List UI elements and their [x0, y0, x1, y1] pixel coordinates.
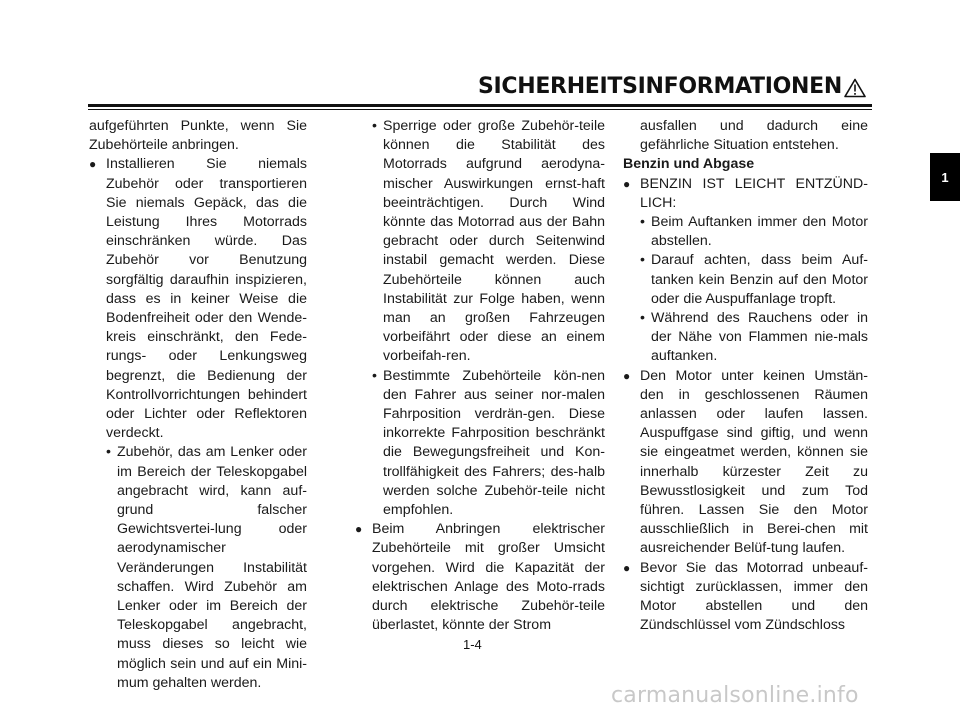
sub-bullet-bulky: • Sperrige oder große Zubehör-teile können die Stabilität des Motorrads aufgrund aerodyna-mischer Auswirkungen ernst-haft beeinträchtigen. Durch Wind könnte das Motorrad aus der Bahn gebracht oder durch Seitenwind instabil gemacht werden. Diese Zubehörteile können auch Instabilität zur Folge haben, wenn man an großen Fahrzeugen vorbeifährt oder diese an einem vorbeifah-ren. [355, 117, 605, 367]
watermark: carmanualsonline.info [611, 683, 859, 708]
sub-bullet-handlebar: • Zubehör, das am Lenker oder im Bereich der Teleskopgabel angebracht wird, kann auf-grund falscher Gewichtsvertei-lung oder aerodynamischer Veränderungen Instabilität schaffen. Wird Zubehör am Lenker oder im Bereich der Teleskopgabel angebracht, muss dieses so leicht wie möglich sein und auf ein Mini-mum gehalten werden. [89, 443, 307, 693]
sub-bullet-position: • Bestimmte Zubehörteile kön-nen den Fahrer aus seiner nor-malen Fahrposition verdrän-gen. Diese inkorrekte Fahrposition beschränkt die Bewegungsfreiheit und Kon-trollfähigkeit des Fahrers; des-halb werden solche Zubehör-teile nicht empfohlen. [355, 367, 605, 521]
page-number: 1-4 [463, 637, 482, 652]
bullet-electrical: ● Beim Anbringen elektrischer Zubehörteile mit großer Umsicht vorgehen. Wird die Kapazität der elektrischen Anlage des Moto-rrads durch elektrische Zubehör-teile überlastet, könnte der Strom [355, 520, 605, 635]
warning-triangle-icon [844, 78, 866, 98]
intro-paragraph: aufgeführten Punkte, wenn Sie Zubehörteile anbringen. [89, 118, 307, 154]
column-left [89, 117, 307, 693]
column-middle [355, 117, 605, 635]
sub-bullet-smoking: • Während des Rauchens oder in der Nähe von Flammen nie-mals auftanken. [623, 309, 868, 367]
continued-paragraph: ausfallen und dadurch eine gefährliche Situation entstehen. [640, 118, 868, 154]
header-rule-thin [88, 109, 872, 110]
chapter-tab: 1 [930, 153, 960, 201]
section-heading: Benzin und Abgase [623, 156, 755, 173]
header-rule [88, 104, 872, 107]
column-right [623, 117, 868, 635]
sub-bullet-refuel: • Beim Auftanken immer den Motor abstellen. [623, 213, 868, 251]
bullet-unattended: ● Bevor Sie das Motorrad unbeauf-sichtigt zurücklassen, immer den Motor abstellen und den Zündschlüssel vom Zündschloss [623, 559, 868, 636]
bullet-exhaust: ● Den Motor unter keinen Umstän-den in geschlossenen Räumen anlassen oder laufen lassen. Auspuffgase sind giftig, und wenn sie eingeatmet werden, können sie innerhalb kürzester Zeit zu Bewusstlosigkeit und zum Tod führen. Lassen Sie den Motor ausschließlich in Berei-chen mit ausreichender Belüf-tung laufen. [623, 367, 868, 559]
sub-bullet-spill: • Darauf achten, dass beim Auf-tanken kein Benzin auf den Motor oder die Auspuffanlage tropft. [623, 251, 868, 309]
bullet-accessories: ● Installieren Sie niemals Zubehör oder transportieren Sie niemals Gepäck, das die Leistung Ihres Motorrads einschränken würde. Das Zubehör vor Benutzung sorgfältig daraufhin inspizieren, dass es in keiner Weise die Bodenfreiheit oder den Wende-kreis einschränkt, den Fede-rungs- oder Lenkungsweg begrenzt, die Bedienung der Kontrollvorrichtungen behindert oder Lichter oder Reflektoren verdeckt. [89, 155, 307, 443]
section-title: SICHERHEITSINFORMATIONEN [477, 74, 842, 99]
bullet-gasoline: ● BENZIN IST LEICHT ENTZÜND-LICH: [623, 175, 868, 213]
